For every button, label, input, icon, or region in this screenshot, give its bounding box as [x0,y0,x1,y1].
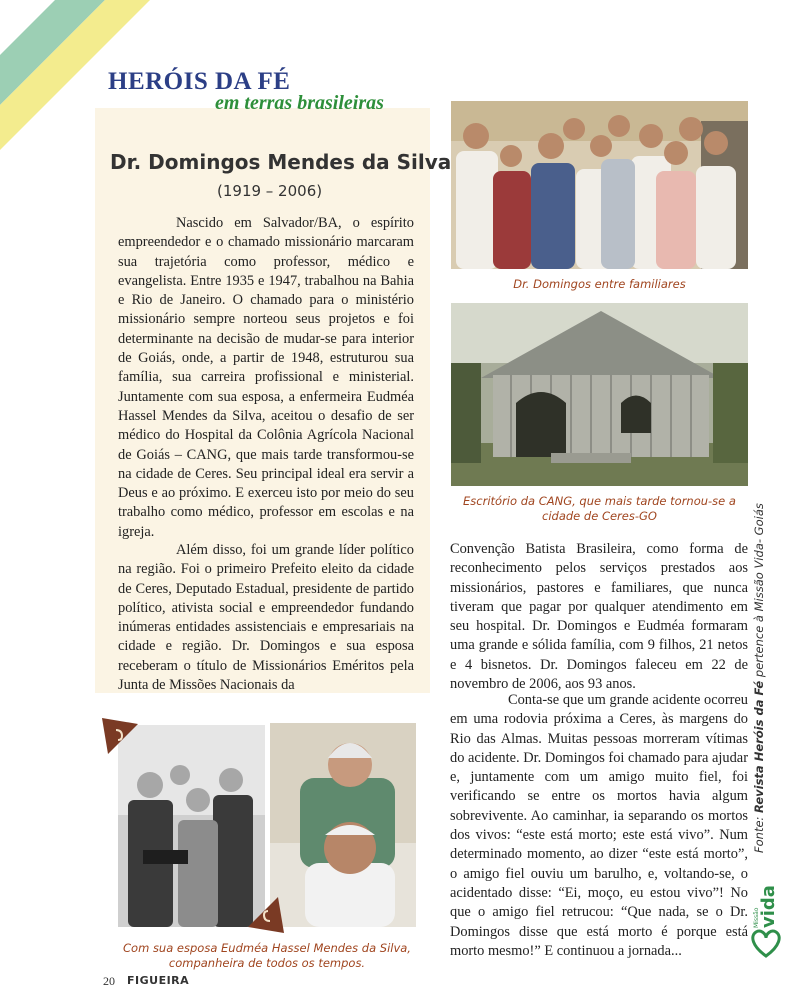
paragraph-3: Convenção Batista Brasileira, como forma de reconhecimento pelos serviços prestados aos missionários, pastores e familiares, que nunca tiveram que pagar por qualquer atendimento em seu hospital. Dr. Domingos e Eudméa formaram uma grande e sólida família, com 9 filhos, 21 netos e 4 bisnetos. Dr. Domingos faleceu em 22 de novembro de 2006, aos 93 anos. [450,541,748,693]
paragraph-2: Além disso, foi um grande líder político na região. Foi o primeiro Prefeito eleito da cidade de Ceres, Deputado Estadual, presidente de partido político, ativista social e empreendedor fundando inúmeras entidades assistenciais e empresariais na cidade e região. Dr. Domingos e sua esposa receberam o título de Missionários Eméritos pela Junta de Missões Nacionais da [118,542,414,694]
section-title: HERÓIS DA FÉ [108,68,291,95]
missao-vida-logo [748,878,784,958]
magazine-brand: FIGUEIRA [127,974,190,987]
section-subtitle: em terras brasileiras [215,92,384,114]
office-photo [451,303,748,486]
caption-wife: Com sua esposa Eudméa Hassel Mendes da Silva, companheira de todos os tempos. [123,941,411,970]
logo-small-text: Missão [753,907,760,928]
person-years: (1919 – 2006) [217,182,323,200]
couple-young-photo [118,725,265,927]
logo-text: vida [758,885,779,928]
family-photo [451,101,748,269]
caption-office: Escritório da CANG, que mais tarde tornou-se a cidade de Ceres-GO [463,494,736,523]
ornament-top-icon [100,716,140,756]
paragraph-1: Nascido em Salvador/BA, o espírito empreendedor e o chamado missionário marcaram sua trajetória como professor, médico e evangelista. Entre 1935 e 1947, trabalhou na Bahia e Rio de Janeiro. O chamado para o ministério missionário sempre norteou seus projetos e foi determinante na decisão de mudar-se para interior de Goiás, onde, a partir de 1948, estruturou sua família, sua carreira profissional e ministerial. Juntamente com sua esposa, a enfermeira Eudméa Hassel Mendes da Silva, aceitou o desafio de ser médico do Hospital da Colônia Agrícola Nacional de Goiás – CANG, que mais tarde transformou-se na cidade de Ceres. Seu principal ideal era servir a Deus e ao próximo. E exerceu isto por meio do seu trabalho como médico, professor em escolas e na igreja. [118,215,414,540]
source-note: Fonte: Revista Heróis da Fé pertence à Missão Vida- Goiás [752,503,766,853]
couple-elderly-photo [270,723,416,927]
page-number: 20 [103,974,115,988]
paragraph-4: Conta-se que um grande acidente ocorreu em uma rodovia próxima a Ceres, às margens do Rio das Almas. Muitas pessoas morreram vítimas do acidente. Dr. Domingos foi chamado para ajudar e, juntamente com um amigo muito fiel, foi verificando se entre os mortos havia algum sobrevivente. Ao caminhar, ia separando os mortos dos vivos: “este está morto; este está vivo”. Num determinado momento, ao dizer “este está morto”, o amigo fiel ouviu um barulho, e, voltando-se, o acidentado disse: “Ei, moço, eu estou vivo”! No que o amigo fiel retrucou: “Que nada, se o Dr. Domingos disse que está morto é porque está morto mesmo!” E continuou a jornada... [450,692,748,959]
caption-family: Dr. Domingos entre familiares [513,277,686,291]
person-name: Dr. Domingos Mendes da Silva [110,150,452,174]
ornament-bottom-icon [246,895,286,935]
